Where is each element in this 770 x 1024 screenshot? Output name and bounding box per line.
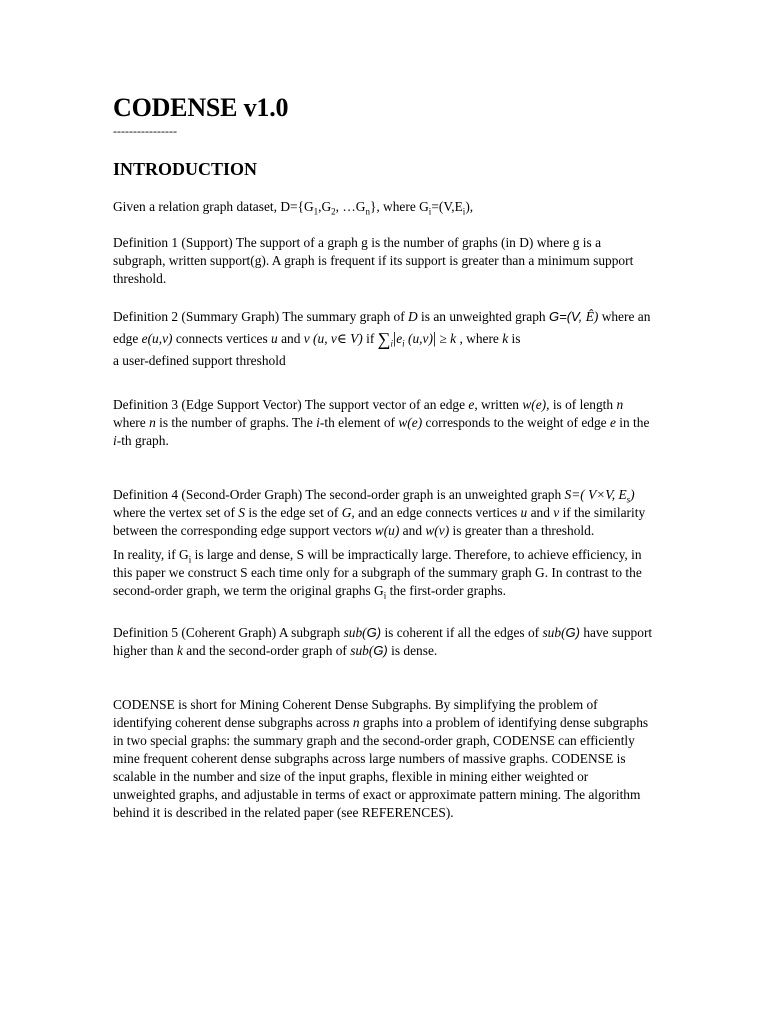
definition-5: Definition 5 (Coherent Graph) A subgraph sub(G) is coherent if all the edges of sub(G) have support higher than k and the second-order graph of sub(G) is dense. (113, 625, 653, 658)
codense-description: CODENSE is short for Mining Coherent Dense Subgraphs. By simplifying the problem of identifying coherent dense subgraphs across n graphs into a problem of identifying dense subgraphs in two special graphs: the summary graph and the second-order graph, CODENSE can efficiently mine frequent coherent dense subgraphs across large numbers of massive graphs. CODENSE is scalable in the number and size of the input graphs, flexible in mining either weighted or unweighted graphs, and adjustable in terms of exact or approximate pattern mining. The algorithm behind it is described in the related paper (see REFERENCES). (113, 697, 649, 820)
definition-1: Definition 1 (Support) The support of a graph g is the number of graphs (in D) where g is a subgraph, written support(g). A graph is frequent if its support is greater than a minimum support threshold. (113, 235, 634, 286)
document-page (113, 92, 653, 822)
section-heading-introduction: INTRODUCTION (113, 159, 258, 179)
definition-2: Definition 2 (Summary Graph) The summary graph of D is an unweighted graph G=(V, Ê) where an edge e(u,v) connects vertices u and v (u, v∈ V) if $\sum_i|e_i$ (u,v)| ≥ k , where k is a user-defined support threshold (113, 309, 651, 368)
doc-title: CODENSE v1.0 (113, 93, 289, 122)
title-rule: ---------------- (113, 124, 177, 138)
summation-symbol: ∑ (377, 329, 391, 349)
definition-3: Definition 3 (Edge Support Vector) The support vector of an edge e, written w(e), is of length n where n is the number of graphs. The i-th element of w(e) corresponds to the weight of edge e in the i-th graph. (113, 397, 650, 448)
intro-sentence: Given a relation graph dataset, $D=\{G_1,G_2$, $\dots G_n$}, where $G_i=(V,E_i)$, (113, 199, 474, 217)
reality-paragraph: In reality, if $G_i$ is large and dense, S will be impractically large. Therefore, to achieve efficiency, in this paper we construct S each time only for a subgraph of the summary graph G. In contrast to the second-order graph, we term the original graphs $G_i$ the first-order graphs. (113, 547, 642, 601)
definition-4: Definition 4 (Second-Order Graph) The second-order graph is an unweighted graph S=( V×V, $E_s$) where the vertex set of S is the edge set of G, and an edge connects vertices u and v if the similarity between the corresponding edge support vectors w(u) and w(v) is greater than a threshold. (113, 487, 646, 538)
